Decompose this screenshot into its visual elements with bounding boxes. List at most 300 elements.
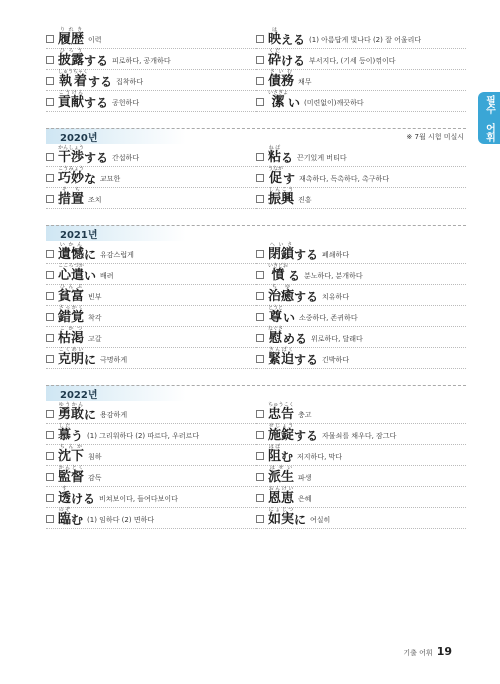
furigana: ひんぷ <box>58 284 85 290</box>
okurigana: する <box>294 248 319 262</box>
vocab-entry <box>256 306 466 327</box>
furigana: ねば <box>268 145 282 151</box>
footer-label: 기출 어휘 <box>403 649 433 657</box>
word-meaning: (1) 임하다 (2) 면하다 <box>87 516 155 524</box>
kanji-text: 如実 <box>268 512 295 527</box>
word-meaning: 감독 <box>88 474 102 482</box>
word-meaning: 빈부 <box>88 293 102 301</box>
furigana: こうみょう <box>58 166 85 172</box>
word-meaning: (1) 그리워하다 (2) 따르다, 우러르다 <box>87 432 200 440</box>
vocab-word <box>268 69 294 88</box>
kanji-text: 忠告 <box>268 407 295 422</box>
vocab-word <box>58 187 84 206</box>
kanji-text: 枯渇 <box>58 331 85 346</box>
okurigana: い <box>283 311 296 325</box>
kanji-text: 巧妙 <box>58 171 85 186</box>
kanji-text: 促 <box>268 171 284 186</box>
okurigana: する <box>294 429 319 443</box>
word-meaning: 침하 <box>88 453 102 461</box>
okurigana: する <box>294 290 319 304</box>
checkbox[interactable] <box>256 35 264 43</box>
word-meaning: 집착하다 <box>116 78 144 86</box>
vocab-word <box>58 145 108 164</box>
vocab-entry <box>46 445 256 466</box>
vocab-entry <box>46 327 256 348</box>
word-meaning: 저지하다, 막다 <box>297 453 343 461</box>
vocab-entry <box>46 403 256 424</box>
okurigana: える <box>281 33 306 47</box>
page-footer <box>403 645 452 658</box>
checkbox[interactable] <box>256 174 264 182</box>
furigana: ちゆ <box>268 284 295 290</box>
vocab-word <box>268 284 318 303</box>
checkbox[interactable] <box>46 195 54 203</box>
vocab-entry <box>46 49 256 70</box>
word-meaning: 유감스럽게 <box>100 251 134 259</box>
kanji-text: 映 <box>268 32 282 47</box>
year-section <box>46 225 466 369</box>
checkbox[interactable] <box>256 250 264 258</box>
kanji-text: 錯覚 <box>58 310 85 325</box>
checkbox[interactable] <box>46 313 54 321</box>
checkbox[interactable] <box>46 494 54 502</box>
vocab-grid <box>46 243 466 369</box>
checkbox[interactable] <box>46 452 54 460</box>
furigana: いきどお <box>268 263 289 269</box>
word-meaning: 은혜 <box>298 495 312 503</box>
checkbox[interactable] <box>46 174 54 182</box>
checkbox[interactable] <box>46 473 54 481</box>
kanji-text: 恩恵 <box>268 491 295 506</box>
okurigana: す <box>283 172 296 186</box>
furigana: しんこう <box>268 187 295 193</box>
vocab-entry <box>256 348 466 369</box>
kanji-text: 透 <box>58 491 72 506</box>
furigana: おんけい <box>268 486 295 492</box>
word-kanji <box>268 284 294 303</box>
okurigana: う <box>71 429 84 443</box>
furigana: きんぱく <box>268 347 295 353</box>
word-meaning: 끈기있게 버티다 <box>297 154 347 162</box>
furigana: こころづか <box>58 263 84 269</box>
furigana: とうと <box>268 305 284 311</box>
okurigana: ける <box>281 54 306 68</box>
word-kanji <box>268 48 281 67</box>
checkbox[interactable] <box>256 153 264 161</box>
furigana: うなが <box>268 166 284 172</box>
okurigana: する <box>84 96 109 110</box>
word-kanji <box>268 242 294 261</box>
furigana: りれき <box>58 27 85 33</box>
vocab-word <box>268 444 293 463</box>
checkbox[interactable] <box>46 355 54 363</box>
word-kanji <box>268 486 294 505</box>
okurigana: る <box>281 151 294 165</box>
vocab-word <box>58 27 84 46</box>
okurigana: ける <box>71 492 96 506</box>
furigana: さっかく <box>58 305 85 311</box>
word-meaning: 조치 <box>88 196 102 204</box>
furigana: のぞ <box>58 507 72 513</box>
vocab-entry <box>46 424 256 445</box>
vocab-word <box>268 90 300 109</box>
kanji-text: 派生 <box>268 470 295 485</box>
vocab-entry <box>256 188 466 209</box>
word-kanji <box>58 486 71 505</box>
checkbox[interactable] <box>256 195 264 203</box>
vocab-entry <box>256 91 466 112</box>
okurigana: に <box>294 513 307 527</box>
vocab-word <box>58 305 84 324</box>
checkbox[interactable] <box>46 515 54 523</box>
vocab-word <box>58 326 84 345</box>
word-kanji <box>58 166 84 185</box>
kanji-text: 潔 <box>268 95 289 110</box>
word-kanji <box>268 187 294 206</box>
okurigana: む <box>71 513 84 527</box>
furigana: かんとく <box>58 465 85 471</box>
kanji-text: 沈下 <box>58 449 85 464</box>
word-kanji <box>58 90 84 109</box>
word-meaning: 극명하게 <box>100 356 128 364</box>
vocab-entry <box>256 403 466 424</box>
furigana: す <box>58 486 72 492</box>
word-kanji <box>268 347 294 366</box>
checkbox[interactable] <box>256 473 264 481</box>
vocab-word <box>268 507 306 526</box>
word-kanji <box>268 145 281 164</box>
year-header <box>46 128 466 144</box>
year-label: 2021년 <box>60 230 98 241</box>
vocab-word <box>58 347 96 366</box>
checkbox[interactable] <box>256 77 264 85</box>
vocab-page <box>46 28 466 529</box>
word-kanji <box>58 402 84 421</box>
checkbox[interactable] <box>46 431 54 439</box>
vocab-word <box>58 423 83 442</box>
furigana: くだ <box>268 48 282 54</box>
word-meaning: 이력 <box>88 36 102 44</box>
furigana: こくめい <box>58 347 85 353</box>
word-kanji <box>58 187 84 206</box>
furigana: そち <box>58 187 85 193</box>
checkbox[interactable] <box>256 98 264 106</box>
word-kanji <box>58 284 84 303</box>
furigana: へいさ <box>268 242 295 248</box>
word-kanji <box>268 69 294 88</box>
word-kanji <box>58 48 84 67</box>
vocab-entry <box>256 445 466 466</box>
checkbox[interactable] <box>46 35 54 43</box>
year-section <box>46 128 466 209</box>
furigana: は <box>268 27 282 33</box>
kanji-text: 干渉 <box>58 150 85 165</box>
kanji-text: 砕 <box>268 53 282 68</box>
checkbox[interactable] <box>46 56 54 64</box>
vocab-entry <box>46 146 256 167</box>
vocab-entry <box>256 327 466 348</box>
word-kanji <box>58 347 84 366</box>
vocab-word <box>58 284 84 303</box>
kanji-text: 監督 <box>58 470 85 485</box>
vocab-entry <box>256 243 466 264</box>
word-meaning: 피로하다, 공개하다 <box>112 57 171 65</box>
kanji-text: 貧富 <box>58 289 85 304</box>
vocab-word <box>268 486 294 505</box>
vocab-grid <box>46 403 466 529</box>
okurigana: する <box>84 54 109 68</box>
checkbox[interactable] <box>46 271 54 279</box>
checkbox[interactable] <box>256 452 264 460</box>
vocab-entry <box>46 348 256 369</box>
checkbox[interactable] <box>46 153 54 161</box>
furigana: した <box>58 423 72 429</box>
checkbox[interactable] <box>256 494 264 502</box>
word-meaning: 파생 <box>298 474 312 482</box>
checkbox[interactable] <box>46 250 54 258</box>
furigana: しゅうちゃく <box>58 69 89 75</box>
okurigana: な <box>84 172 97 186</box>
checkbox[interactable] <box>46 410 54 418</box>
vocab-word <box>268 263 300 282</box>
word-meaning: 긴박하다 <box>322 356 350 364</box>
word-kanji <box>58 465 84 484</box>
word-meaning: 분노하다, 분개하다 <box>304 272 363 280</box>
vocab-word <box>268 242 318 261</box>
kanji-text: 貢献 <box>58 95 85 110</box>
word-kanji <box>58 69 88 88</box>
vocab-entry <box>256 466 466 487</box>
vocab-word <box>268 187 294 206</box>
vocab-word <box>58 486 95 505</box>
vocab-word <box>268 326 307 345</box>
vocab-entry <box>256 146 466 167</box>
vocab-word <box>58 402 96 421</box>
word-meaning: 치유하다 <box>322 293 350 301</box>
word-meaning: (미련없이)깨끗하다 <box>304 99 364 107</box>
word-kanji <box>268 423 294 442</box>
vocab-entry <box>256 49 466 70</box>
checkbox[interactable] <box>256 313 264 321</box>
word-meaning: 비쳐보이다, 들여다보이다 <box>99 495 178 503</box>
word-kanji <box>58 507 71 526</box>
checkbox[interactable] <box>256 410 264 418</box>
year-sections <box>46 128 466 529</box>
kanji-text: 勇敢 <box>58 407 85 422</box>
vocab-entry <box>256 285 466 306</box>
vocab-entry <box>256 28 466 49</box>
okurigana: む <box>281 450 294 464</box>
word-meaning: 교묘한 <box>100 175 121 183</box>
vocab-word <box>58 444 84 463</box>
vocab-entry <box>46 285 256 306</box>
furigana: さいむ <box>268 69 295 75</box>
word-kanji <box>268 465 294 484</box>
kanji-text: 心遣 <box>58 268 85 283</box>
vocab-word <box>58 507 83 526</box>
vocab-word <box>268 423 318 442</box>
year-header <box>46 225 466 241</box>
vocab-entry <box>46 508 256 529</box>
vocab-word <box>58 242 96 261</box>
vocab-entry <box>256 264 466 285</box>
side-tab: 필수 어휘 <box>478 92 500 144</box>
vocab-word <box>268 402 294 421</box>
vocab-entry <box>46 243 256 264</box>
okurigana: する <box>84 151 109 165</box>
word-meaning: 부서지다, (기세 등이)꺾이다 <box>309 57 396 65</box>
okurigana: い <box>288 96 301 110</box>
vocab-entry <box>46 466 256 487</box>
vocab-entry <box>256 508 466 529</box>
checkbox[interactable] <box>256 515 264 523</box>
word-kanji <box>58 242 84 261</box>
vocab-entry <box>256 487 466 508</box>
word-kanji <box>58 263 84 282</box>
checkbox[interactable] <box>46 334 54 342</box>
kanji-text: 閉鎖 <box>268 247 295 262</box>
furigana: はせい <box>268 465 295 471</box>
word-meaning: 폐쇄하다 <box>322 251 350 259</box>
checkbox[interactable] <box>256 355 264 363</box>
page-number: 19 <box>436 645 452 658</box>
word-meaning: 착각 <box>88 314 102 322</box>
checkbox[interactable] <box>46 292 54 300</box>
furigana: こうけん <box>58 90 85 96</box>
furigana: にょじつ <box>268 507 294 513</box>
furigana: かんしょう <box>58 145 85 151</box>
kanji-text: 粘 <box>268 150 282 165</box>
vocab-word <box>58 48 108 67</box>
vocab-entry <box>256 424 466 445</box>
vocab-word <box>58 465 84 484</box>
word-meaning: 채무 <box>298 78 312 86</box>
furigana: ひろう <box>58 48 85 54</box>
vocab-entry <box>46 167 256 188</box>
okurigana: する <box>88 75 113 89</box>
furigana: せじょう <box>268 423 295 429</box>
kanji-text: 慕 <box>58 428 72 443</box>
furigana: ゆうかん <box>58 402 85 408</box>
checkbox[interactable] <box>256 334 264 342</box>
word-meaning: 배려 <box>100 272 114 280</box>
word-kanji <box>58 27 84 46</box>
word-kanji <box>268 166 283 185</box>
vocab-word <box>268 27 305 46</box>
year-note: ※ 7월 시험 미실시 <box>406 132 464 141</box>
vocab-word <box>268 305 295 324</box>
kanji-text: 臨 <box>58 512 72 527</box>
word-meaning: 진흥 <box>298 196 312 204</box>
word-meaning: 용감하게 <box>100 411 128 419</box>
checkbox[interactable] <box>46 77 54 85</box>
vocab-entry <box>256 70 466 91</box>
vocab-word <box>58 90 108 109</box>
word-kanji <box>268 326 283 345</box>
year-label: 2020년 <box>60 133 98 144</box>
kanji-text: 措置 <box>58 192 85 207</box>
word-meaning: 소중하다, 존귀하다 <box>299 314 358 322</box>
word-kanji <box>268 263 288 282</box>
furigana: いさぎよ <box>268 90 289 96</box>
furigana: ちんか <box>58 444 85 450</box>
word-meaning: 고갈 <box>88 335 102 343</box>
word-kanji <box>58 305 84 324</box>
word-meaning: 공헌하다 <box>112 99 140 107</box>
vocab-word <box>268 48 305 67</box>
word-meaning: 자물쇠를 채우다, 잠그다 <box>322 432 397 440</box>
furigana: なぐさ <box>268 326 284 332</box>
word-meaning: 충고 <box>298 411 312 419</box>
kanji-text: 披露 <box>58 53 85 68</box>
vocab-entry <box>46 188 256 209</box>
furigana: はば <box>268 444 282 450</box>
vocab-entry <box>46 264 256 285</box>
kanji-text: 施錠 <box>268 428 295 443</box>
kanji-text: 克明 <box>58 352 85 367</box>
word-kanji <box>268 402 294 421</box>
kanji-text: 振興 <box>268 192 295 207</box>
kanji-text: 阻 <box>268 449 282 464</box>
checkbox[interactable] <box>256 431 264 439</box>
kanji-text: 執着 <box>58 74 89 89</box>
okurigana: に <box>84 248 97 262</box>
vocab-word <box>58 69 112 88</box>
checkbox[interactable] <box>256 271 264 279</box>
word-kanji <box>268 305 283 324</box>
okurigana: い <box>84 269 97 283</box>
vocab-grid <box>46 146 466 209</box>
checkbox[interactable] <box>46 98 54 106</box>
word-meaning: 재촉하다, 독촉하다, 촉구하다 <box>299 175 390 183</box>
word-meaning: (1) 아름답게 빛나다 (2) 잘 어울리다 <box>309 36 422 44</box>
kanji-text: 治癒 <box>268 289 295 304</box>
word-kanji <box>268 27 281 46</box>
checkbox[interactable] <box>256 56 264 64</box>
checkbox[interactable] <box>256 292 264 300</box>
kanji-text: 履歴 <box>58 32 85 47</box>
word-meaning: 간섭하다 <box>112 154 140 162</box>
vocab-word <box>58 166 96 185</box>
vocab-entry <box>46 70 256 91</box>
word-kanji <box>58 444 84 463</box>
year-header <box>46 385 466 401</box>
kanji-text: 憤 <box>268 268 289 283</box>
word-meaning: 여실히 <box>310 516 331 524</box>
okurigana: する <box>294 353 319 367</box>
vocab-word <box>268 465 294 484</box>
vocab-entry <box>256 167 466 188</box>
year-label: 2022년 <box>60 390 98 401</box>
word-kanji <box>58 423 71 442</box>
okurigana: める <box>283 332 308 346</box>
year-section <box>46 385 466 529</box>
okurigana: に <box>84 353 97 367</box>
vocab-word <box>268 145 293 164</box>
word-kanji <box>268 90 288 109</box>
kanji-text: 債務 <box>268 74 295 89</box>
furigana: いかん <box>58 242 85 248</box>
word-kanji <box>268 507 294 526</box>
furigana: こかつ <box>58 326 85 332</box>
kanji-text: 尊 <box>268 310 284 325</box>
word-meaning: 위로하다, 달래다 <box>311 335 363 343</box>
kanji-text: 慰 <box>268 331 284 346</box>
vocab-word <box>268 166 295 185</box>
vocab-entry <box>46 487 256 508</box>
okurigana: に <box>84 408 97 422</box>
vocab-word <box>58 263 96 282</box>
